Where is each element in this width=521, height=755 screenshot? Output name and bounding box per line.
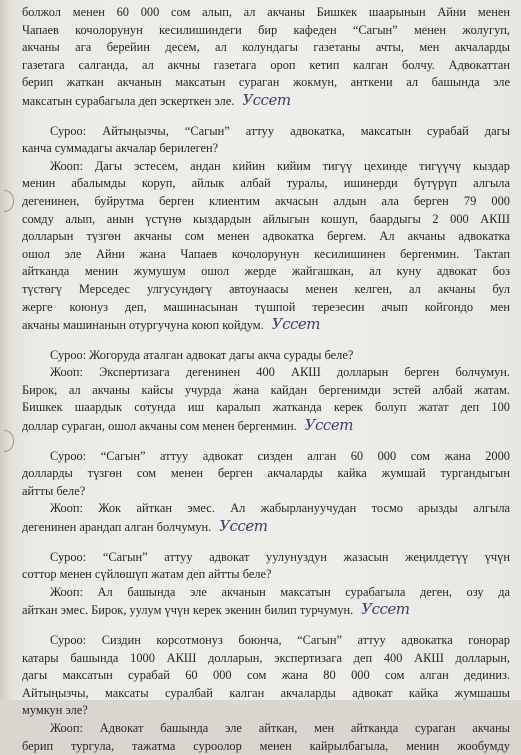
- text-line: Жооп: Дагы эстесем, андан кийин кийим тигүү цехинде тигүүчү кыздар: [50, 158, 510, 173]
- text-line: [22, 316, 510, 335]
- text-line: Айтыңызчы, максаты суралбай калган акчаларды адвокат кайка жумшашы: [22, 685, 510, 700]
- text-line: [22, 518, 510, 537]
- text-line: долларды түзгөн сом менен берген акчаларды кайка жумшай тургандыгын: [22, 466, 510, 481]
- text-line-content: акчаны машинанын отургучуна коюп койдум.: [22, 318, 264, 333]
- text-line: Чапаев кочолорунун кесилишиндеги бир кафеден “Сагын” менен жолугуп,: [22, 22, 510, 37]
- text-line: Жооп: Ал башында эле акчанын максатын сурабагыла деген, озу да: [50, 584, 510, 599]
- text-line-content: дегенинен арандап алган болчумун.: [22, 520, 212, 535]
- text-line: Жооп: Адвокат башында эле айткан, мен айтканда сураган акчаны: [50, 720, 510, 735]
- answer: [22, 584, 510, 620]
- text-line: дегенинен, буйрутма берген клиентим акчасын алдын ала берген 79 000: [22, 193, 510, 208]
- text-line: Жооп: Жок айткан эмес. Ал жабырлануучудан тосмо арызды алгыла: [50, 501, 510, 516]
- text-line: [22, 417, 510, 436]
- answer: [22, 364, 510, 435]
- text-line: дагы максатын сурабай 60 000 сом жана 80 000 сом алган дединиз.: [22, 668, 510, 683]
- text-line: мумкун эле?: [22, 703, 88, 718]
- binder-hole: [4, 430, 14, 452]
- text-line-content: айткан эмес. Бирок, уулум үчүн керек экенин билип турчумун.: [22, 603, 354, 618]
- text-line: менин абалымды коруп, айлык албай туралы, ишинерди бүтүрүп алгыла: [22, 176, 510, 191]
- question: [22, 632, 510, 720]
- handwritten-signature: Уссет: [242, 90, 291, 109]
- answer: [22, 158, 510, 335]
- text-line: Суроо: Жогоруда аталган адвокат дагы акча сурады беле?: [50, 347, 354, 362]
- text-line: берип тургула, тажатма суроолор менен кайрылбагыла, менин жообумду: [22, 738, 510, 753]
- handwritten-signature: Уссет: [361, 600, 410, 619]
- text-line: түстөгү Мерседес улгусундөгү автоунаасы менен келген, ал акчаны бул: [22, 281, 510, 296]
- text-line: ошол эле Айни жана Чапаев кочолорунун кесилишинен бергенмин. Тактап: [22, 246, 510, 261]
- question: [22, 549, 510, 584]
- text-line: акчаны ага берейин десем, ал колундагы газетаны ачты, мен акчаларды: [22, 40, 510, 55]
- text-line: сомду алып, анын үстүнө кыздардын айлыгын кошуп, баардыгы 2 000 АКШ: [22, 211, 510, 226]
- text-line: Суроо: “Сагын” аттуу адвокат уулунуздун жазасын жеңилдетүү үчүн: [50, 549, 510, 564]
- text-line: Бирок, ал акчаны кайсы учурда жана кайдан бергенимди эстей албай жатам.: [22, 382, 510, 397]
- text-line: катары башында 1000 АКШ долларын, экспертизага деп 400 АКШ долларын,: [22, 650, 510, 665]
- text-line: долларын түзгөн акчаны сом менен адвокатка бергем. Ал акчаны адвокатка: [22, 229, 510, 244]
- text-line: газетага салганда, ал акчны газетага ороп кетип калган болчу. Адвокаттан: [22, 57, 510, 72]
- text-line: соттор менен сүйлөшүп жатам деп айтты беле?: [22, 567, 272, 582]
- paragraph-gap: [22, 436, 510, 448]
- handwritten-signature: Уссет: [219, 517, 268, 536]
- paragraph-gap: [22, 335, 510, 347]
- text-line: жерге коюнуз деп, машинасынан түшпой терезесин ачып койгондо мен: [22, 299, 510, 314]
- text-line: айтканда менин жумушум ошол жерде жайгашкан, ал куну адвокат боз: [22, 264, 510, 279]
- document-text: [22, 4, 510, 755]
- binder-hole: [4, 190, 14, 212]
- text-line: айтты беле?: [22, 483, 86, 498]
- text-line: Суроо: Сиздин корсотмонуз боюнча, “Сагын” аттуу адвокатка гонорар: [50, 633, 510, 647]
- question: [22, 448, 510, 501]
- paragraph-gap: [22, 111, 510, 123]
- paragraph-gap: [22, 620, 510, 632]
- text-line: [22, 601, 510, 620]
- text-line: Бишкек шаардык сотунда иш каралып жатканда керек болуп жатат деп 100: [22, 400, 510, 415]
- text-line: канча суммадагы акчалар берилеген?: [22, 141, 219, 156]
- text-line: [22, 92, 510, 111]
- handwritten-signature: Уссет: [271, 315, 320, 334]
- text-line: берип жаткан акчанын максатын сураган жокмун, анткени ал башында эле: [22, 75, 510, 90]
- text-line: Суроо: “Сагын” аттуу адвокат сизден алган 60 000 сом жана 2000: [50, 448, 510, 463]
- paragraph: [22, 4, 510, 111]
- question: [22, 123, 510, 158]
- answer: [22, 720, 510, 755]
- answer: [22, 500, 510, 536]
- text-line-content: доллар сураган, ошол акчаны сом менен бергенмин.: [22, 419, 297, 434]
- text-line-content: максатын сурабагыла деп эскерткен эле.: [22, 93, 235, 108]
- text-line: Суроо: Айтыңызчы, “Сагын” аттуу адвокатка, максатын сурабай дагы: [50, 123, 510, 138]
- paragraph-gap: [22, 537, 510, 549]
- question: [22, 347, 510, 365]
- text-line: Жооп: Экспертизага дегенинен 400 АКШ долларын берген болчумун.: [50, 365, 510, 380]
- text-line: болжол менен 60 000 сом алып, ал акчаны Бишкек шаарынын Айни менен: [22, 5, 510, 19]
- handwritten-signature: Уссет: [304, 416, 353, 435]
